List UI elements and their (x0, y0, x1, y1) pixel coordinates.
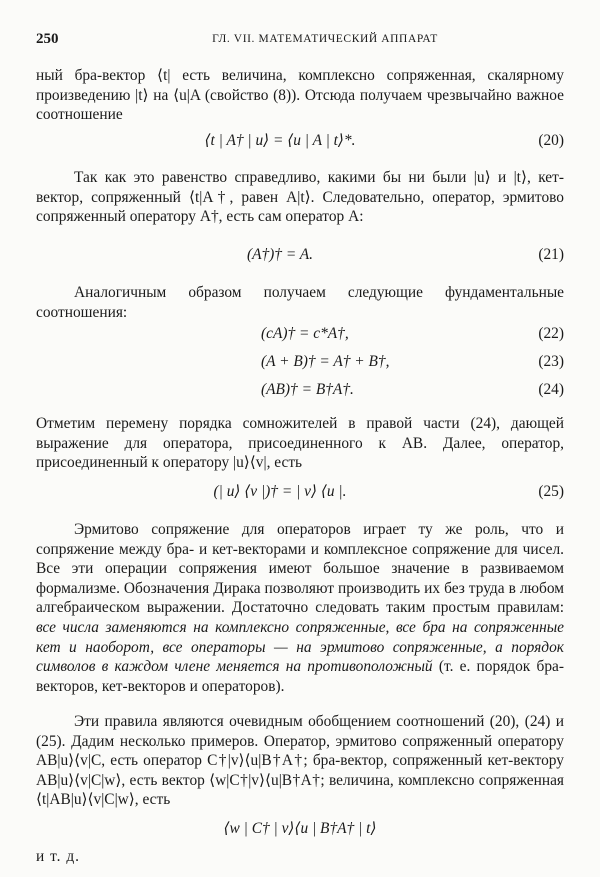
equation-21-formula: (A†)† = A. (246, 246, 314, 263)
equation-last (36, 818, 564, 840)
equation-20-number: (20) (538, 132, 564, 149)
closing-text: и т. д. (36, 848, 81, 865)
paragraph-4: Отметим перемену порядка сомножителей в правой части (24), дающей выражение для оператора, присоединенного к AB. Далее, оператор, присоединенный к оператору |u⟩⟨v|, есть (36, 415, 564, 472)
paragraph-1: ный бра-вектор ⟨t| есть величина, комплексно сопряженная, скалярному произведению |t⟩ на ⟨u|A (свойство (8)). Отсюда получаем чрезвычайно важное соотношение (36, 67, 564, 124)
page-header (36, 31, 564, 51)
paragraph-2 (36, 168, 564, 227)
equation-22-formula: (cA)† = c*A†, (261, 325, 349, 342)
equation-20-formula: ⟨t | A† | u⟩ = ⟨u | A | t⟩*. (204, 132, 356, 149)
equation-25-formula: (| u⟩ ⟨v |)† = | v⟩ ⟨u |. (213, 483, 347, 500)
paragraph-5-end: (т. е. порядок бра-векторов, кет-векторов и операторов). (36, 658, 564, 695)
equation-23 (36, 351, 564, 373)
equation-25 (36, 481, 564, 503)
equation-23-number: (23) (538, 353, 564, 370)
equation-24-number: (24) (538, 381, 564, 398)
equation-22 (36, 323, 564, 345)
paragraph-5-text (36, 520, 564, 696)
paragraph-5-intro: Эрмитово сопряжение для операторов играет ту же роль, что и сопряжение между бра- и кет-векторами и комплексное сопряжение для чисел. Все эти операции сопряжения имеют большое значение в развиваемом формализме. Обозначения Дирака позволяют производить их без труда в любом алгебраическом выражении. Достаточно следовать таким простым правилам: (36, 521, 564, 617)
paragraph-3-text: Аналогичным образом получаем следующие фундаментальные соотношения: (36, 284, 564, 321)
paragraph-3 (36, 283, 564, 322)
paragraph-2-text: Так как это равенство справедливо, какими бы ни были |u⟩ и |t⟩, кет-вектор, сопряженный ⟨t|A†, равен A|t⟩. Следовательно, оператор, эрмитово сопряженный оператору A†, есть сам оператор A: (36, 169, 564, 226)
equation-21 (36, 244, 564, 266)
equation-24 (36, 379, 564, 401)
page-number: 250 (36, 31, 59, 47)
equation-24-formula: (AB)† = B†A†. (261, 381, 354, 398)
equation-21-number: (21) (538, 246, 564, 263)
paragraph-6 (36, 712, 564, 810)
paragraph-5 (36, 520, 564, 696)
equation-23-formula: (A + B)† = A† + B†, (261, 353, 390, 370)
running-title: ГЛ. VII. МАТЕМАТИЧЕСКИЙ АППАРАТ (212, 33, 438, 45)
paragraph-6-text: Эти правила являются очевидным обобщением соотношений (20), (24) и (25). Дадим несколько примеров. Оператор, эрмитово сопряженный оператору AB|u⟩⟨v|C, есть оператор C†|v⟩⟨u|B†A†; бра-вектор, сопряженный кет-вектору AB|u⟩⟨v|C|w⟩, есть вектор ⟨w|C†|v⟩⟨u|B†A†; величина, комплексно сопряженная ⟨t|AB|u⟩⟨v|C|w⟩, есть (36, 713, 564, 809)
equation-last-formula: ⟨w | C† | v⟩⟨u | B†A† | t⟩ (223, 820, 377, 837)
paragraph-5-rule: все числа заменяются на комплексно сопряженные, все бра на сопряженные кет и наоборот, все операторы — на эрмитово сопряженные, а порядок символов в каждом члене меняется на противоположный (36, 618, 564, 676)
equation-25-number: (25) (538, 483, 564, 500)
equation-22-number: (22) (538, 325, 564, 342)
equation-20 (36, 130, 564, 152)
